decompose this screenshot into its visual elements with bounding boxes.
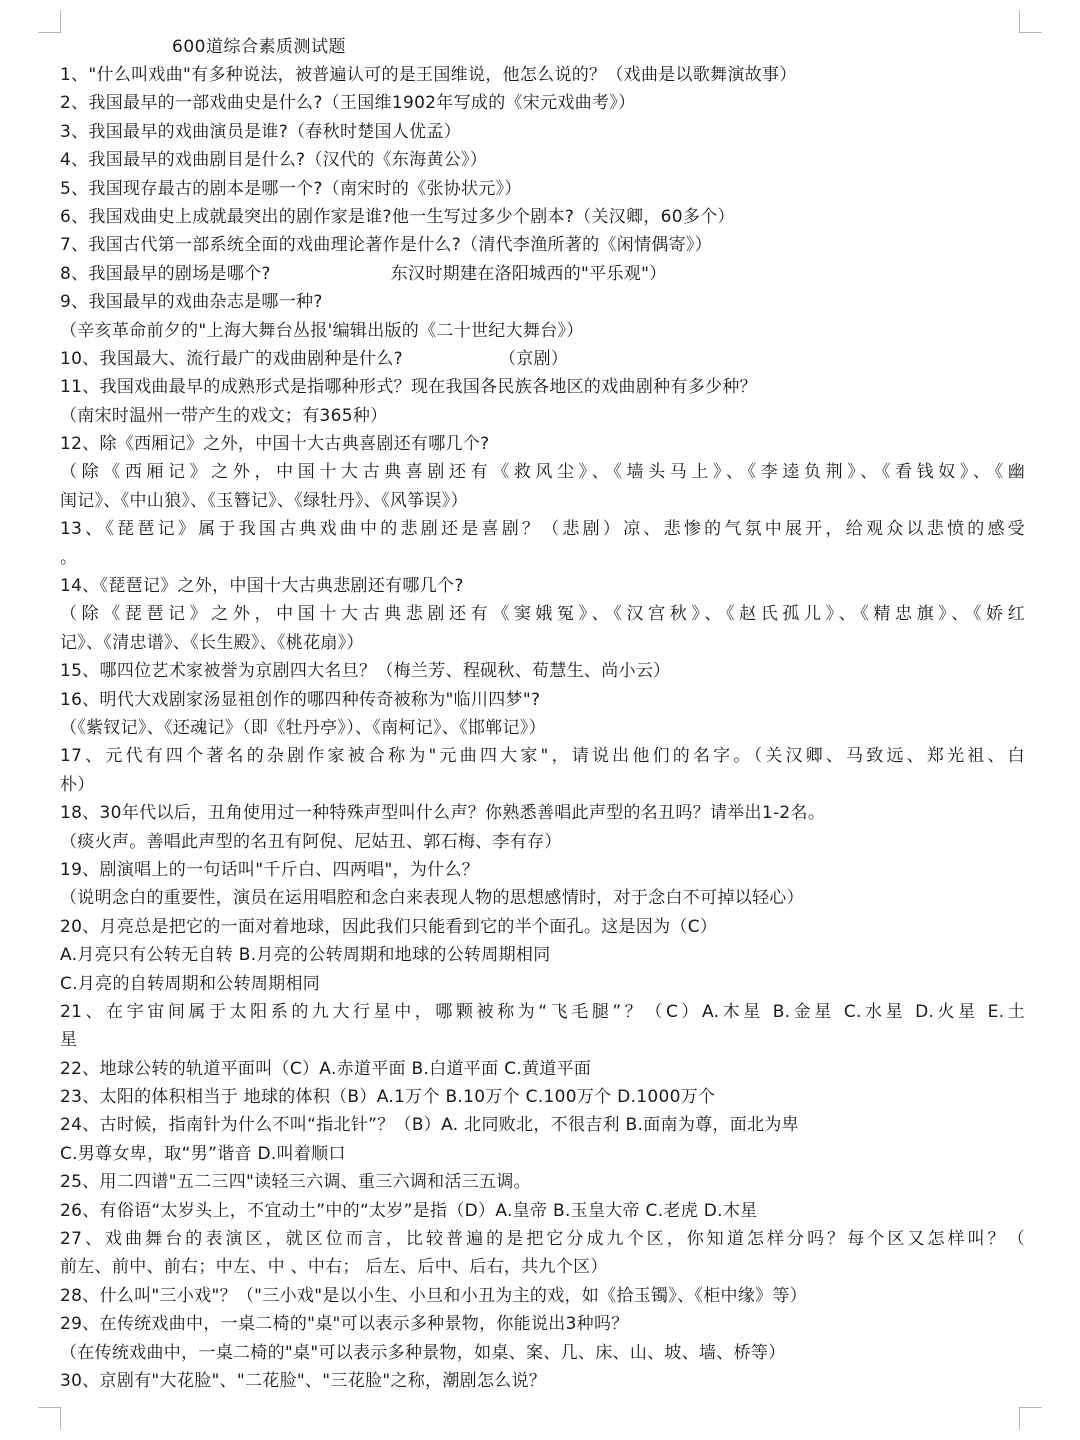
- text-line: 28、什么叫"三小戏"？（"三小戏"是以小生、小旦和小丑为主的戏，如《拾玉镯》、《柜中缘》等）: [60, 1285, 808, 1306]
- document-title: 600道综合素质测试题: [172, 37, 346, 57]
- crop-mark-top-right: [1019, 10, 1042, 33]
- text-line: 18、30年代以后，丑角使用过一种特殊声型叫什么声？你熟悉善唱此声型的名丑吗？请举出1-2名。: [60, 803, 826, 824]
- text-line: （辛亥革命前夕的"上海大舞台丛报'编辑出版的《二十世纪大舞台》）: [60, 320, 584, 341]
- text-line: 24、古时候，指南针为什么不叫“指北针”？（B）A. 北同败北，不很吉利 B.面南为尊，面北为卑: [60, 1115, 799, 1136]
- question-text: 10、我国最大、流行最广的戏曲剧种是什么?: [60, 348, 403, 369]
- crop-mark-bottom-left: [38, 1407, 61, 1430]
- text-line: 。: [60, 547, 78, 568]
- question-list: [60, 61, 1025, 1395]
- text-line: 12、除《西厢记》之外，中国十大古典喜剧还有哪几个?: [60, 434, 490, 455]
- text-line: 19、剧演唱上的一句话叫"千斤白、四两唱"，为什么？: [60, 859, 480, 880]
- text-line: 29、在传统戏曲中，一桌二椅的"桌"可以表示多种景物，你能说出3种吗？: [60, 1314, 629, 1335]
- text-line: （《紫钗记》、《还魂记》（即《牡丹亭》）、《南柯记》、《邯郸记》）: [60, 717, 546, 738]
- crop-mark-bottom-right: [1019, 1407, 1042, 1430]
- text-line: 前左、前中、前右；中左、中 、中右； 后左、后中、后右，共九个区）: [60, 1257, 608, 1278]
- text-line: 17、元代有四个著名的杂剧作家被合称为"元曲四大家"，请说出他们的名字。（关汉卿、马致远、郑光祖、白: [60, 746, 1025, 767]
- text-line: 6、我国戏曲史上成就最突出的剧作家是谁?他一生写过多少个剧本?（关汉卿，60多个）: [60, 206, 735, 227]
- text-line: C.月亮的自转周期和公转周期相同: [60, 973, 321, 994]
- text-line: 11、我国戏曲最早的成熟形式是指哪种形式？现在我国各民族各地区的戏曲剧种有多少种？: [60, 377, 757, 398]
- text-line: 5、我国现存最古的剧本是哪一个?（南宋时的《张协状元》）: [60, 178, 522, 199]
- text-line: 27、戏曲舞台的表演区，就区位而言，比较普遍的是把它分成九个区，你知道怎样分吗？每个区又怎样叫？（: [60, 1229, 1025, 1250]
- text-line: 22、地球公转的轨道平面叫（C）A.赤道平面 B.白道平面 C.黄道平面: [60, 1058, 592, 1079]
- question-text: 8、我国最早的剧场是哪个?: [60, 263, 271, 284]
- text-line: 4、我国最早的戏曲剧目是什么?（汉代的《东海黄公》）: [60, 150, 488, 171]
- text-line: 朴）: [60, 774, 95, 795]
- text-line: 1、"什么叫戏曲"有多种说法，被普遍认可的是王国维说，他怎么说的？（戏曲是以歌舞演故事）: [60, 65, 797, 85]
- text-line: 14、《琵琶记》之外，中国十大古典悲剧还有哪几个?: [60, 576, 464, 597]
- document-page: [60, 34, 1025, 1395]
- text-line: A.月亮只有公转无自转 B.月亮的公转周期和地球的公转周期相同: [60, 945, 551, 966]
- text-line: 3、我国最早的戏曲演员是谁?（春秋时楚国人优孟）: [60, 121, 462, 142]
- text-line: 9、我国最早的戏曲杂志是哪一种?: [60, 292, 323, 313]
- text-line: 21、在宇宙间属于太阳系的九大行星中，哪颗被称为“飞毛腿”？（C）A.木星 B.金星 C.水星 D.火星 E.土: [60, 1001, 1025, 1022]
- text-line: （除《琵琶记》之外，中国十大古典悲剧还有《窦娥冤》、《汉宫秋》、《赵氏孤儿》、《精忠旗》、《娇红: [60, 604, 1025, 625]
- text-line: 20、月亮总是把它的一面对着地球，因此我们只能看到它的半个面孔。这是因为（C）: [60, 916, 718, 937]
- text-line: （除《西厢记》之外，中国十大古典喜剧还有《救风尘》、《墙头马上》、《李逵负荆》、《看钱奴》、《幽: [60, 462, 1025, 483]
- text-line-split: [60, 345, 1025, 373]
- text-line: （痰火声。善唱此声型的名丑有阿倪、尼姑丑、郭石梅、李有存）: [60, 831, 562, 852]
- text-line: 16、明代大戏剧家汤显祖创作的哪四种传奇被称为"临川四梦"?: [60, 689, 541, 710]
- text-line: 7、我国古代第一部系统全面的戏曲理论著作是什么?（清代李渔所著的《闲情偶寄》）: [60, 235, 713, 256]
- text-line: 30、京剧有"大花脸"、"二花脸"、"三花脸"之称，潮剧怎么说？: [60, 1370, 547, 1391]
- text-line: （在传统戏曲中，一桌二椅的"桌"可以表示多种景物，如桌、案、几、床、山、坡、墙、桥等）: [60, 1342, 786, 1363]
- text-line: 闺记》、《中山狼》、《玉簪记》、《绿牡丹》、《风筝误》）: [60, 490, 468, 511]
- text-line: 2、我国最早的一部戏曲史是什么?（王国维1902年写成的《宋元戏曲考》）: [60, 93, 636, 114]
- text-line: 15、哪四位艺术家被誉为京剧四大名旦？（梅兰芳、程砚秋、荀慧生、尚小云）: [60, 661, 671, 682]
- text-line: （说明念白的重要性，演员在运用唱腔和念白来表现人物的思想感情时，对于念白不可掉以轻心）: [60, 888, 804, 909]
- answer-text: 东汉时期建在洛阳城西的"平乐观"）: [390, 263, 667, 284]
- text-line: 25、用二四谱"五二三四"读轻三六调、重三六调和活三五调。: [60, 1172, 531, 1193]
- answer-text: （京剧）: [498, 348, 569, 369]
- text-line: 记》、《清忠谱》、《长生殿》、《桃花扇》）: [60, 632, 364, 653]
- crop-mark-top-left: [38, 10, 61, 33]
- text-line: 13、《琵琶记》属于我国古典戏曲中的悲剧还是喜剧？（悲剧）凉、悲惨的气氛中展开，给观众以悲愤的感受: [60, 519, 1025, 540]
- text-line: C.男尊女卑，取“男”谐音 D.叫着顺口: [60, 1143, 346, 1164]
- text-line-split: [60, 260, 1025, 288]
- text-line: 星: [60, 1030, 78, 1051]
- text-line: 23、太阳的体积相当于 地球的体积（B）A.1万个 B.10万个 C.100万个 D.1000万个: [60, 1087, 716, 1108]
- text-line: （南宋时温州一带产生的戏文；有365种）: [60, 405, 388, 426]
- text-line: 26、有俗语“太岁头上，不宜动土”中的“太岁”是指（D）A.皇帝 B.玉皇大帝 C.老虎 D.木星: [60, 1200, 758, 1221]
